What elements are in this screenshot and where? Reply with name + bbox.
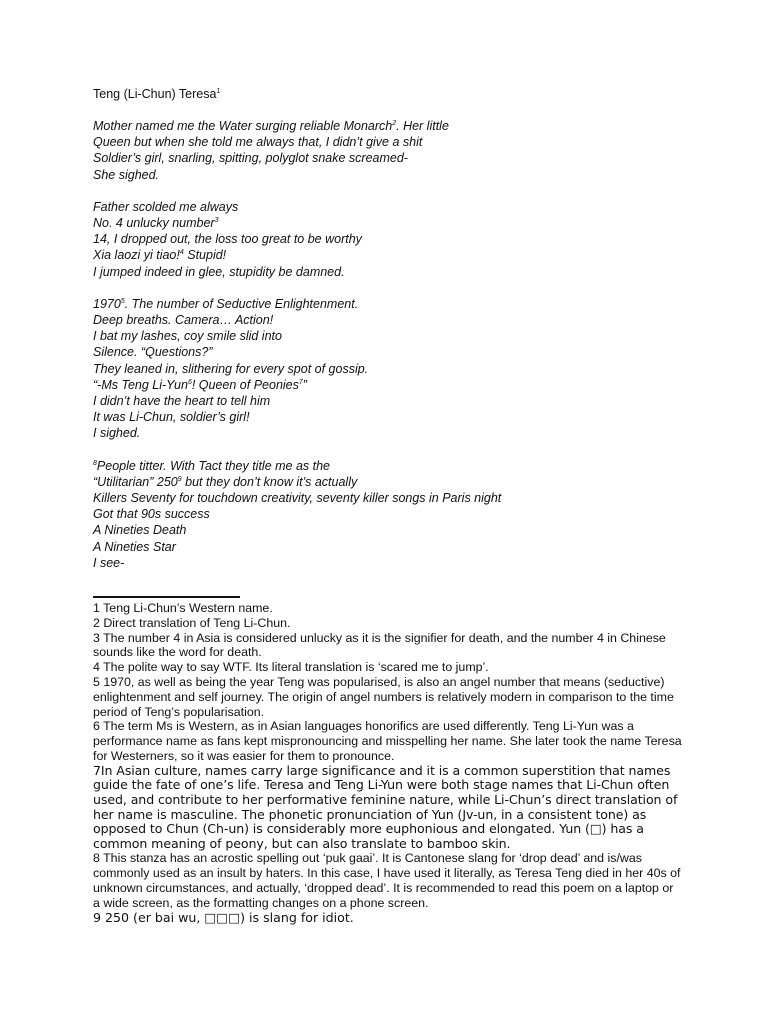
poem-line bbox=[93, 264, 683, 280]
poem-title bbox=[93, 86, 683, 102]
footnote-marker: 7 bbox=[298, 378, 303, 386]
poem-line-text: I jumped indeed in glee, stupidity be damned. bbox=[93, 264, 345, 279]
poem-line-text: ! Queen of Peonies bbox=[191, 377, 299, 392]
poem-line bbox=[93, 555, 683, 571]
poem-line-text: I bat my lashes, coy smile slid into bbox=[93, 329, 282, 344]
poem-line-text: Got that 90s success bbox=[93, 507, 210, 522]
poem-line-text: Xia laozi yi tiao! bbox=[93, 248, 180, 263]
poem-line bbox=[93, 506, 683, 522]
poem-line-text: I see- bbox=[93, 555, 125, 570]
poem-line bbox=[93, 215, 683, 231]
footnote-marker: 9 bbox=[177, 475, 182, 483]
poem-line-text: . Her little bbox=[396, 119, 449, 133]
poem-line bbox=[93, 247, 683, 263]
poem-line bbox=[93, 150, 683, 166]
poem-line-text: I sighed. bbox=[93, 426, 141, 441]
poem-line-text: It was Li-Chun, soldier’s girl! bbox=[93, 410, 250, 425]
footnote-8: 8 This stanza has an acrostic spelling out ‘puk gaai’. It is Cantonese slang for ‘drop dead’ and is/was commonly used as an insult by haters. In this case, I have used it literally, as Teresa Teng died in her 40s of unknown circumstances, and actually, ‘dropped dead’. It is recommended to read this poem on a laptop or a wide screen, as the formatting changes on a phone screen. bbox=[93, 851, 681, 910]
footnote-marker: 6 bbox=[187, 378, 192, 386]
footnote-3: 3 The number 4 in Asia is considered unlucky as it is the signifier for death, and the number 4 in Chinese sounds like the word for death. bbox=[93, 630, 666, 660]
poem-line-text: 1970 bbox=[93, 296, 121, 311]
footnote-marker: 3 bbox=[214, 216, 219, 224]
poem-body bbox=[93, 118, 683, 571]
poem-line-text: Soldier’s girl, snarling, spitting, polyglot snake screamed- bbox=[93, 151, 408, 166]
poem-line bbox=[93, 231, 683, 247]
poem-line bbox=[93, 377, 683, 393]
poem-line bbox=[93, 296, 683, 312]
poem-line-text: She sighed. bbox=[93, 167, 160, 182]
poem-line-text: I didn’t have the heart to tell him bbox=[93, 394, 271, 409]
poem-line-text: They leaned in, slithering for every spot of gossip. bbox=[93, 361, 369, 376]
poem-line-text: People titter. With Tact they title me as the bbox=[96, 458, 331, 473]
footnote-4: 4 The polite way to say WTF. Its literal translation is ‘scared me to jump’. bbox=[93, 660, 489, 675]
footnote-5: 5 1970, as well as being the year Teng was popularised, is also an angel number that means (seductive) enlightenment and self journey. The origin of angel numbers is relatively modern in comparison to the time period of Teng’s popularisation. bbox=[93, 674, 674, 719]
poem-line-text: ” bbox=[302, 377, 307, 392]
title-footnote-marker: 1 bbox=[216, 87, 221, 95]
poem-line-text: . The number of Seductive Enlightenment. bbox=[124, 296, 359, 311]
poem-line bbox=[93, 118, 683, 134]
poem-line bbox=[93, 474, 683, 490]
poem-line bbox=[93, 344, 683, 360]
footnote-9: 9 250 (er bai wu, □□□) is slang for idiot. bbox=[93, 909, 354, 925]
poem-line-text: Deep breaths. Camera… Action! bbox=[93, 313, 274, 328]
poem-line bbox=[93, 522, 683, 538]
poem-line bbox=[93, 199, 683, 215]
poem-line bbox=[93, 167, 683, 183]
footnote-6: 6 The term Ms is Western, as in Asian languages honorifics are used differently. Teng Li-Yun was a performance name as fans kept mispronouncing and misspelling her name. She later took the name Teresa for Westerners, so it was easier for them to pronounce. bbox=[93, 719, 682, 763]
footnote-1: 1 Teng Li-Chun’s Western name. bbox=[93, 601, 273, 615]
poem-line bbox=[93, 312, 683, 328]
poem-line bbox=[93, 134, 683, 150]
stanza bbox=[93, 199, 683, 280]
poem-line-text: “-Ms Teng Li-Yun bbox=[93, 377, 188, 392]
footnote-marker: 5 bbox=[120, 297, 125, 305]
poem-line bbox=[93, 490, 683, 506]
poem-line-text: 14, I dropped out, the loss too great to be worthy bbox=[93, 232, 362, 247]
poem-line-text: Queen but when she told me always that, I didn’t give a shit bbox=[93, 135, 423, 150]
poem-line bbox=[93, 361, 683, 377]
footnotes bbox=[93, 601, 683, 925]
poem-line-text: Stupid! bbox=[183, 248, 227, 263]
footnote-2: 2 Direct translation of Teng Li-Chun. bbox=[93, 615, 291, 630]
footnote-marker: 4 bbox=[179, 249, 184, 257]
poem-line-text: Mother named me the Water surging reliable Monarch bbox=[93, 119, 393, 133]
footnote-marker: 8 bbox=[93, 459, 97, 467]
footnote-7: 7In Asian culture, names carry large significance and it is a common superstition that names guide the fate of one’s life. Teresa and Teng Li-Yun were both stage names that Li-Chun often used, and contribute to her performative feminine nature, while Li-Chun’s direct translation of her name is masculine. The phonetic pronunciation of Yun (Jv-un, in a consistent tone) as opposed to Chun (Ch-un) is considerably more euphonious and elongated. Yun (□) has a common meaning of peony, but can also translate to bamboo skin. bbox=[93, 762, 678, 851]
poem-line bbox=[93, 328, 683, 344]
footnote-marker: 2 bbox=[392, 119, 397, 127]
stanza bbox=[93, 458, 683, 571]
poem-line bbox=[93, 425, 683, 441]
poem-page bbox=[93, 86, 683, 571]
poem-line-text: “Utilitarian” 250 bbox=[93, 474, 178, 489]
stanza bbox=[93, 296, 683, 442]
poem-line-text: No. 4 unlucky number bbox=[93, 216, 215, 231]
poem-line-text: Killers Seventy for touchdown creativity, seventy killer songs in Paris night bbox=[93, 491, 502, 506]
poem-line bbox=[93, 409, 683, 425]
poem-line-text: A Nineties Star bbox=[93, 539, 176, 554]
poem-line-text: Silence. “Questions?” bbox=[93, 345, 213, 360]
poem-title-text: Teng (Li-Chun) Teresa bbox=[93, 87, 217, 101]
footnote-separator bbox=[93, 596, 240, 598]
poem-line bbox=[93, 458, 683, 474]
poem-line bbox=[93, 393, 683, 409]
poem-line-text: but they don’t know it’s actually bbox=[181, 474, 358, 489]
poem-line-text: A Nineties Death bbox=[93, 523, 187, 538]
poem-line bbox=[93, 539, 683, 555]
poem-line-text: Father scolded me always bbox=[93, 199, 239, 214]
stanza bbox=[93, 118, 683, 183]
